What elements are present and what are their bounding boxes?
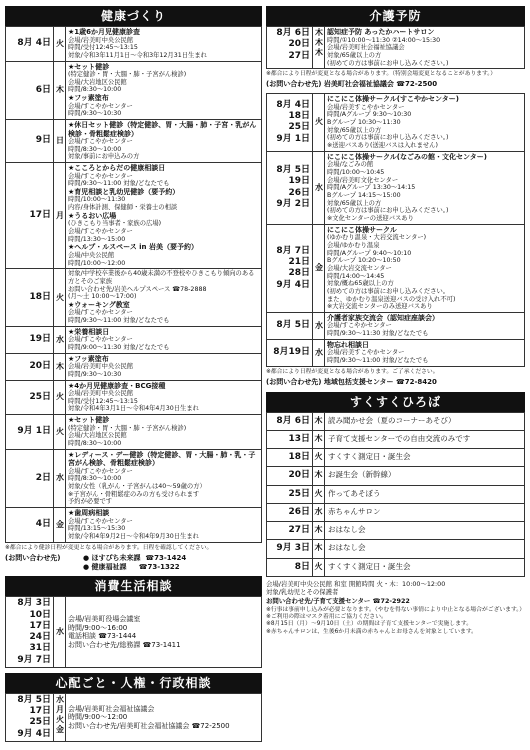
detail-line: 時間/8:30〜10:00 [68,475,122,483]
date-item: 18日 [29,291,51,302]
care-row [267,94,525,152]
detail-line: 会場/すこやかセンター [68,138,133,146]
detail-line: ★歯周病相談 [68,509,110,518]
date-item: 10日 [29,609,51,620]
row-weekday: 火 [313,449,325,467]
date-item: 25日 [29,717,51,728]
detail-line: ★4か月児健康診査・BCG接種 [68,381,166,390]
detail-line: 会場/大岩交流センター [327,264,392,272]
detail-line: (月〜土 10:00〜17:00) [68,293,137,301]
detail-line: Bグループ 10:20〜10:50 [327,257,401,265]
worry-dates [6,693,54,741]
care-row [267,151,525,224]
row-date: 8日 [267,558,313,576]
row-weekday: 月 [54,163,66,269]
care-note-2: ※都合により日程が変更となる場合があります。ご了承ください。 [266,368,439,375]
row-weekday: 水 [313,339,325,366]
plaza-info-3: お問い合わせ先/子育て支援センター ☎72-2922 [266,596,410,605]
detail-line: 会場/岩美すこやかセンター [327,103,405,111]
row-details [66,163,262,269]
date-item: 18日 [288,111,310,122]
care-row [267,312,525,339]
date-item: 20日 [288,39,310,50]
schedule-row [6,61,262,119]
schedule-row [6,27,262,62]
detail-line: ※送迎バスあり(送迎バスは入れません) [327,142,438,150]
row-date: 8月 6日 [267,412,313,430]
detail-line: 時間/9:00〜12:00 [68,713,128,722]
row-weekday: 火 [313,94,325,152]
detail-line: 時間/受付12:45〜13:15 [68,397,138,405]
plaza-notes [266,607,525,636]
row-details [66,27,262,62]
detail-line: 会場/岩美すこやかセンター [327,349,405,357]
row-weekday: 水 [313,503,325,521]
plaza-info [266,580,525,605]
row-date [6,415,54,450]
schedule-row [6,380,262,415]
row-weekday: 木 [313,522,325,540]
note-line: ※8月15日（月）〜9月10日（土）の期間は子育て支援センターで実施します。 [266,621,472,628]
row-event: 子育て支援センターでの自由交流のみです [325,430,525,448]
detail-line: また、ゆかむり温泉送迎バスの受け入れ不可) [327,295,456,303]
consumer-section [5,576,262,668]
row-weekday: 木 [54,353,66,380]
detail-line: 会場/岩美町役場会議室 [68,615,141,624]
date-item: 水 [56,694,64,704]
detail-line: 電話相談 ☎73-1444 [68,632,137,641]
detail-line: 時間/①10:00〜11:30 ②14:00〜15:30 [327,36,441,44]
detail-line: 対象/女性（乳がん・子宮がんは40〜59歳の方） [68,483,206,491]
row-date: 25日 [267,485,313,503]
detail-line: ※子宮がん・骨粗鬆症のみの方も受けられます [68,490,200,498]
row-weekday: 水 [313,151,325,224]
schedule-row [6,326,262,353]
row-date [267,151,313,224]
detail-line: 予約が必要です [68,498,113,506]
row-weekday: 水 [54,449,66,507]
detail-line: 会場/岩美町社会福祉協議会 [327,44,405,52]
care-row [267,339,525,366]
detail-line: (初めての方は事前にお申し込みください。 [327,287,450,295]
health-contacts [5,554,262,572]
detail-line: ★レディース・デー健診（特定健診、胃・大腸・肺・乳・子宮がん検診、骨粗鬆症検診） [68,450,256,468]
consumer-weekday: 水 [54,597,66,668]
care-row [267,224,525,312]
row-details [66,508,262,543]
date-item: 8月 5日 [276,320,310,331]
detail-line: 時間/13:15〜15:30 [68,525,126,533]
plaza-row [267,430,525,448]
care-note-1: ※都合により日程が変更となる場合があります。（特別会場変更となることがあります。） [266,71,497,78]
detail-line: 対象/令和4年9月2日〜令和4年9月30日生まれ [68,532,199,540]
detail-line: にこにこ体操サークル(すこやかセンター) [327,95,459,104]
row-date [6,353,54,380]
date-item: 31日 [29,643,51,654]
row-weekday: 木 [313,412,325,430]
detail-line: 時間/9:00〜16:00 [68,623,128,632]
row-date [267,224,313,312]
detail-line: 時間/10:00〜11:30 [68,196,126,204]
detail-line: ★セット健診 [68,416,110,425]
detail-line: ★フッ素塗布 [68,94,109,103]
date-item: 27日 [288,50,310,61]
row-details [66,269,262,327]
detail-line: 会場/中央公民館 [68,251,115,259]
schedule-row [6,449,262,507]
detail-line: 会場/大岩地区公民館 [68,78,127,86]
detail-line: 会場/大岩地区公民館 [68,432,127,440]
detail-line: 時間/9:30〜11:00 対象/どなたでも [327,357,429,364]
schedule-row [6,163,262,269]
date-item: 9月 1日 [276,133,310,144]
detail-line: 対象/中学校卒業後から40歳未満の不登校やひきこもり傾向のある方とそのご家族 [68,270,255,285]
date-item: 8月 5日 [276,165,310,176]
health-note: ※都合により健診日程が変更となる場合があります。日程を確認してください。 [5,544,213,551]
note-line: ※ご利用の際はマスク着用にご協力ください。 [266,614,387,621]
row-weekday: 金 [54,508,66,543]
row-weekday: 火 [313,485,325,503]
date-item: 24日 [29,632,51,643]
row-weekday: 木 [54,61,66,119]
detail-line: 時間/10:00〜10:45 [327,168,385,176]
row-date: 13日 [267,430,313,448]
care-header: 介護予防 [266,6,525,26]
detail-line: ★育児相談と乳幼児健診（要予約） [68,187,180,196]
date-item: 月 [56,704,64,714]
detail-line: ★セット健診 [68,62,110,71]
date-item: 21日 [288,257,310,268]
detail-line: ※大岩交流センターのみ送迎バスあり [327,303,433,311]
detail-line: 時間/9:30〜11:00 対象/どなたでも [68,180,170,188]
row-date [6,449,54,507]
schedule-row [6,119,262,162]
row-details [325,339,525,366]
plaza-row [267,412,525,430]
detail-line: ★こころとからだの健康相談日 [68,164,166,173]
detail-line: ★ヘルプ・ルスペース in 岩美（要予約） [68,243,198,252]
plaza-table [266,412,525,577]
detail-line: 時間/13:30〜15:00 [68,235,126,243]
date-item: 9月 4日 [17,728,51,739]
date-item: 8月 4日 [17,38,51,49]
row-details [66,415,262,450]
detail-line: 時間/9:00〜11:30 対象/どなたでも [68,343,170,351]
plaza-row [267,467,525,485]
contacts-label: (お問い合わせ先) [5,553,61,562]
date-item: 17日 [29,210,51,220]
detail-line: 会場/岩美町文化センター [327,176,399,184]
detail-line: 時間/8:30〜10:00 [68,145,122,153]
detail-line: お問い合わせ先/岩美町社会福祉協議会 ☎72-2500 [68,721,230,730]
row-date: 20日 [267,467,313,485]
detail-line: 会場/すこやかセンター [68,309,133,317]
date-item: 8月 6日 [276,28,310,38]
detail-line: Bグループ 14:15〜15:00 [327,191,401,199]
schedule-row [6,415,262,450]
date-item: 9月 1日 [17,426,51,437]
detail-line: 会場/すこやかセンター [68,517,133,525]
detail-line: 会場/なごみの館 [327,161,374,169]
worry-table [5,693,262,742]
row-weekday: 木 [313,540,325,558]
detail-line: (ひきこもり当事者・家族の広場) [68,220,162,228]
row-event: 作ってあそぼう [325,485,525,503]
detail-line: 会場/岩美町中央公民館 [68,363,134,371]
worry-weekdays [54,693,66,741]
plaza-row [267,558,525,576]
consumer-table [5,596,262,668]
detail-line: 対象/事前にお申込みの方 [68,153,140,161]
date-item: 9月 2日 [276,198,310,209]
detail-line: Bグループ 10:30〜11:30 [327,119,401,127]
care-contact-2: (お問い合わせ先) 地域包括支援センター ☎72-8420 [266,377,437,386]
row-details [325,94,525,152]
exercise-table [266,93,525,366]
worry-details [66,693,262,741]
date-item: 25日 [288,122,310,133]
plaza-info-1: 会場/岩美町中央公民館 和室 開館時間 火・木：10:00〜12:00 [266,579,446,588]
plaza-row [267,449,525,467]
date-item: 金 [56,724,64,734]
detail-line: 物忘れ相談日 [327,340,369,349]
left-column [5,6,262,747]
detail-line: ★1歳6か月児健康診査 [68,28,141,36]
row-details [66,449,262,507]
date-item: 8月 4日 [276,99,310,110]
date-item: 20日 [29,360,51,371]
row-event: お誕生会（新幹線） [325,467,525,485]
detail-line: 時間/8:30〜10:00 [68,86,122,94]
note-line: ※行事は事前申し込みが必要となります。（やむを得ない事情により中止となる場合がございます。） [266,606,525,613]
row-date [6,163,54,269]
detail-line: 会場/すこやかセンター [68,228,133,235]
row-date: 27日 [267,522,313,540]
detail-line: 会場/岩美町中央公民館 [68,36,134,44]
row-weekday: 日 [54,119,66,162]
detail-line: (ゆかむり温泉・大岩交流センター) [327,234,427,242]
row-date: 26日 [267,503,313,521]
detail-line: ★栄養相談日 [68,327,110,336]
row-weekday: 金 [313,224,325,312]
health-table [5,26,262,543]
row-weekday: 火 [54,27,66,62]
schedule-row [6,508,262,543]
row-date [6,326,54,353]
detail-line: 対象/概ね65歳以上の方 [327,280,394,288]
detail-line: (特定健診・胃・大腸・肺・子宮がん検診) [68,424,187,432]
row-details [66,61,262,119]
detail-line: 時間/10:00〜12:00 [68,259,126,267]
row-date: 9月 3日 [267,540,313,558]
date-item: 28日 [288,268,310,279]
row-details [325,312,525,339]
row-event: すくすく測定日・誕生会 [325,449,525,467]
row-date [267,94,313,152]
worry-section [5,673,262,742]
row-date [6,27,54,62]
consumer-header: 消費生活相談 [5,576,262,596]
date-item: 木 [315,48,323,57]
detail-line: ★ウォーキング教室 [68,300,130,309]
date-item: 4日 [35,519,51,530]
detail-line: 会場/すこやかセンター [68,172,133,180]
date-item: 9月 7日 [17,654,51,665]
row-weekday: 木 [313,467,325,485]
date-item: 8月 5日 [17,694,51,705]
row-weekday: 火 [54,269,66,327]
detail-line: 会場/すこやかセンター [68,467,133,475]
detail-line: 対象/65歳以上の方 [327,126,382,134]
detail-line: (初めての方は事前にお申し込みください。) [327,134,449,142]
detail-line: 時間/受付12:45〜13:15 [68,44,138,52]
row-date [6,119,54,162]
detail-line: ★フッ素塗布 [68,354,109,363]
detail-line: 時間/Aグループ 9:30〜10:30 [327,111,412,119]
date-item: 8月19日 [273,347,310,358]
detail-line: にこにこ体操サークル(なごみの館・文化センター) [327,152,487,161]
health-section [5,6,262,571]
date-item: 8月 7日 [276,245,310,256]
plaza-row [267,503,525,521]
date-item: 木 [315,38,323,47]
detail-line: 時間/9:30〜11:30 対象/どなたでも [327,330,429,338]
date-item: 9月 4日 [276,279,310,290]
right-column [266,6,525,641]
salon-dates [267,27,313,69]
row-weekday: 木 [313,430,325,448]
date-item: 火 [56,714,64,724]
row-date [6,61,54,119]
row-weekday: 火 [54,415,66,450]
schedule-row [6,353,262,380]
detail-line: (初めての方は事前にお申し込みください。) [327,59,449,67]
detail-line: 内容/身体計測、保健師・栄養士の相談 [68,204,178,212]
detail-line: (初めての方は事前にお申し込みください。) [327,207,449,215]
date-item: 17日 [29,620,51,631]
detail-line: 会場/すこやかセンター [68,102,133,110]
row-date [267,312,313,339]
detail-line: 時間/Aグループ 13:30〜14:15 [327,184,416,192]
date-item: 19日 [29,334,51,345]
date-item: 26日 [288,187,310,198]
detail-line: 時間/9:30〜10:30 [68,370,122,378]
worry-header: 心配ごと・人権・行政相談 [5,673,262,693]
row-details [66,326,262,353]
detail-line: 対象/令和4年3月1日〜令和4年4月30日生まれ [68,405,199,413]
row-date [267,339,313,366]
plaza-row [267,485,525,503]
row-details [66,380,262,415]
row-event: 読み聞かせ会（夏のコーナーあそび） [325,412,525,430]
detail-line: 認知症予防 あったかハートサロン [327,28,435,36]
plaza-row [267,540,525,558]
schedule-row [6,269,262,327]
row-event: 赤ちゃんサロン [325,503,525,521]
note-line: ※赤ちゃんサロンは、生後6か月未満の赤ちゃんとお母さんを対象としています。 [266,628,477,635]
detail-line: 介護者家族交流会（認知症座談会） [327,313,439,322]
salon-weekdays [313,27,325,69]
row-weekday: 水 [313,312,325,339]
detail-line: ※文化センターの送迎バスあり [327,215,414,222]
health-header: 健康づくり [5,6,262,26]
row-details [66,119,262,162]
row-details [66,353,262,380]
date-item: 9日 [35,135,51,146]
care-section [266,6,525,387]
consumer-details [66,597,262,668]
salon-table [266,26,525,69]
date-item: 木 [315,28,323,37]
detail-line: お問い合わせ先/総務課 ☎73-1411 [68,640,181,649]
date-item: 8月 3日 [17,598,51,609]
detail-line: 時間/9:30〜10:30 [68,110,122,118]
row-weekday: 火 [313,558,325,576]
date-item: 6日 [35,84,51,95]
row-event: おはなし会 [325,522,525,540]
detail-line: 対象/65歳以上の方 [327,199,382,207]
detail-line: 時間/Aグループ 9:40〜10:10 [327,249,412,257]
detail-line: 時間/8:30〜10:00 [68,439,122,447]
row-date [6,269,54,327]
row-details [325,224,525,312]
consumer-dates [6,597,54,668]
date-item: 2日 [35,472,51,483]
row-date [6,380,54,415]
detail-line: ★うるおい広場 [68,211,117,220]
care-contact-1: (お問い合わせ先) 岩美町社会福祉協議会 ☎72-2500 [266,80,438,89]
detail-line: 対象/令和3年11月1日〜令和3年12月31日生まれ [68,51,207,59]
detail-line: 会場/岩美町中央公民館 [68,390,134,398]
detail-line: 会場/ゆかむり温泉 [327,241,380,249]
detail-line: 対象/65歳以上の方 [327,51,382,59]
date-item: 19日 [288,176,310,187]
detail-line: 時間/9:30〜11:00 対象/どなたでも [68,317,170,325]
row-date [6,508,54,543]
detail-line: にこにこ体操サークル [327,225,397,234]
salon-details [325,27,525,69]
plaza-header: すくすくひろば [266,392,525,412]
row-details [325,151,525,224]
row-date: 18日 [267,449,313,467]
detail-line: (特定健診・胃・大腸・肺・子宮がん検診) [68,71,187,79]
detail-line: 時間/14:00〜14:45 [327,272,385,280]
row-weekday: 水 [54,326,66,353]
date-item: 17日 [29,706,51,717]
plaza-row [267,522,525,540]
contact-1: ● ほすぴち未来課 ☎73-1424 [83,553,187,562]
detail-line: 会場/岩美町社会福祉協議会 [68,704,155,713]
detail-line: 会場/すこやかセンター [68,336,133,344]
detail-line: ★休日セット健診（特定健診、胃・大腸・肺・子宮・乳がん検診・骨粗鬆症検診） [68,120,257,138]
date-item: 25日 [29,391,51,402]
plaza-section [266,392,525,636]
detail-line: お問い合わせ先/岩美ヘルプスペース ☎78-2888 [68,285,207,293]
detail-line: 会場/すこやかセンター [327,322,392,330]
row-event: おはなし会 [325,540,525,558]
plaza-info-2: 対象/乳幼児とその保護者 [266,588,339,597]
row-weekday: 火 [54,380,66,415]
row-event: すくすく測定日・誕生会 [325,558,525,576]
contact-2: ● 健康福祉課 ☎73-1322 [83,562,180,571]
